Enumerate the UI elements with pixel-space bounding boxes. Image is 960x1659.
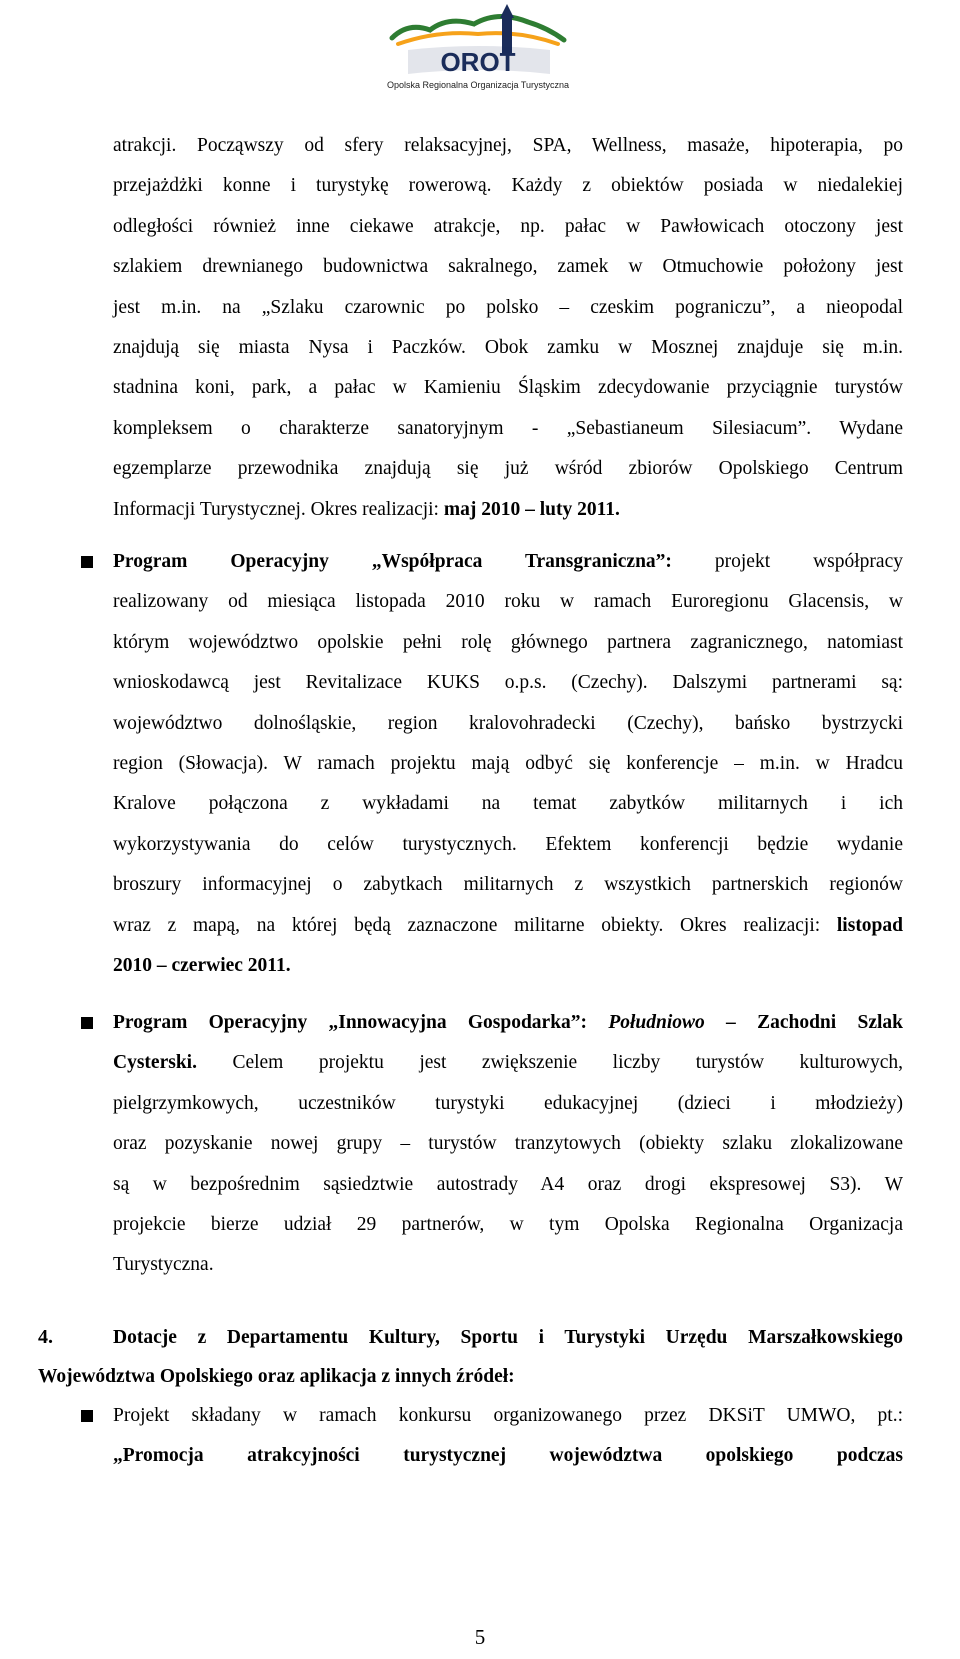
text-line: jest m.in. na „Szlaku czarownic po polsko – czeskim pograniczu”, a nieopodal bbox=[113, 296, 903, 318]
section-number: 4. bbox=[38, 1326, 53, 1348]
text-line bbox=[113, 1003, 903, 1043]
text-line: województwo dolnośląskie, region kralovohradecki (Czechy), bańsko bystrzycki bbox=[113, 712, 903, 734]
text-line: Kralove połączona z wykładami na temat zabytków militarnych i ich bbox=[113, 793, 903, 815]
text-line: stadnina koni, park, a pałac w Kamieniu Śląskim zdecydowanie przyciągnie turystów bbox=[113, 377, 903, 399]
bullet-title-end: Cysterski. bbox=[113, 1052, 197, 1074]
orot-logo bbox=[378, 4, 578, 100]
logo-wordmark: OROT bbox=[440, 47, 516, 77]
section-heading-cont bbox=[38, 1357, 903, 1397]
page-number: 5 bbox=[474, 1625, 486, 1649]
text-line-part: i młodzieży) bbox=[770, 1092, 903, 1114]
bullet-square bbox=[81, 1410, 93, 1422]
text-line: odległości również inne ciekawe atrakcje, np. pałac w Pawłowicach otoczony jest bbox=[113, 215, 903, 237]
text-line: Turystyczna. bbox=[113, 1254, 214, 1276]
text-line: znajdują się miasta Nysa i Paczków. Obok zamku w Mosznej znajduje się m.in. bbox=[113, 336, 903, 358]
bullet-paragraph-innowacyjna bbox=[113, 1003, 903, 1286]
text-line: kompleksem o charakterze sanatoryjnym - „Sebastianeum Silesiacum”. Wydane bbox=[113, 417, 903, 439]
bullet-title-rest: – Zachodni Szlak bbox=[704, 1012, 903, 1033]
heading-line: Dotacje z Departamentu Kultury, Sportu i Turystyki Urzędu Marszałkowskiego bbox=[113, 1327, 903, 1348]
heading-line: Województwa Opolskiego oraz aplikacja z innych źródeł: bbox=[38, 1366, 515, 1387]
text-line: wykorzystywania do celów turystycznych. Efektem konferencji będzie wydanie bbox=[113, 833, 903, 855]
text-line: oraz pozyskanie nowej grupy – turystów tranzytowych (obiekty szlaku zlokalizowane bbox=[113, 1133, 903, 1155]
text-line: Projekt składany w ramach konkursu organizowanego przez DKSiT UMWO, pt.: bbox=[113, 1405, 903, 1426]
logo-subtitle: Opolska Regionalna Organizacja Turystyczna bbox=[386, 80, 570, 90]
text-line: broszury informacyjnej o zabytkach militarnych z wszystkich partnerskich regionów bbox=[113, 874, 903, 896]
text-line: projekcie bierze udział 29 partnerów, w tym Opolska Regionalna Organizacja bbox=[113, 1213, 903, 1235]
text-line-part: pielgrzymkowych, uczestników turystyki edukacyjnej (dzieci bbox=[113, 1092, 731, 1114]
intro-paragraph bbox=[113, 126, 903, 530]
text-line: są w bezpośrednim sąsiedztwie autostrady A4 oraz drogi ekspresowej S3). W bbox=[113, 1173, 903, 1195]
text-line bbox=[113, 1043, 903, 1083]
period-bold: maj 2010 – luty 2011. bbox=[443, 498, 620, 520]
text-line-plain: wraz z mapą, na której będą zaznaczone militarne obiekty. Okres realizacji: bbox=[113, 914, 837, 936]
bullet-title: Program Operacyjny „Współpraca Transgraniczna”: bbox=[113, 551, 672, 572]
bullet-square bbox=[81, 556, 93, 568]
text-line: przejażdżki konne i turystykę rowerową. Każdy z obiektów posiada w niedalekiej bbox=[113, 175, 903, 197]
text-line bbox=[113, 490, 903, 530]
text-line-plain: Celem projektu jest zwiększenie liczby turystów kulturowych, bbox=[196, 1052, 903, 1074]
text-line: region (Słowacja). W ramach projektu mają odbyć się konferencje – m.in. w Hradcu bbox=[113, 752, 903, 774]
text-line: egzemplarze przewodnika znajdują się już wśród zbiorów Opolskiego Centrum bbox=[113, 458, 903, 480]
text-line bbox=[113, 1084, 903, 1124]
bullet-square bbox=[81, 1017, 93, 1029]
period-bold: 2010 – czerwiec 2011. bbox=[113, 954, 291, 976]
text-line: szlakiem drewnianego budownictwa sakralnego, zamek w Otmuchowie położony jest bbox=[113, 256, 903, 278]
text-line: realizowany od miesiąca listopada 2010 roku w ramach Euroregionu Glacensis, w bbox=[113, 591, 903, 613]
bullet-title-italic: Południowo bbox=[608, 1012, 705, 1033]
text-line: atrakcji. Począwszy od sfery relaksacyjnej, SPA, Wellness, masaże, hipoterapia, po bbox=[113, 135, 903, 156]
text-line bbox=[113, 906, 903, 946]
text-line bbox=[113, 542, 903, 582]
period-bold: listopad bbox=[836, 914, 903, 936]
section-heading bbox=[113, 1318, 903, 1358]
bullet-paragraph-transgraniczna bbox=[113, 542, 903, 986]
text-line: „Promocja atrakcyjności turystycznej województwa opolskiego podczas bbox=[113, 1445, 903, 1467]
text-line: wnioskodawcą jest Revitalizace KUKS o.p.s. (Czechy). Dalszymi partnerami są: bbox=[113, 672, 903, 694]
bullet-paragraph-projekt bbox=[113, 1396, 903, 1477]
text-line-plain: projekt współpracy bbox=[671, 551, 903, 572]
text-line-plain: Informacji Turystycznej. Okres realizacji: bbox=[113, 498, 444, 520]
text-line: którym województwo opolskie pełni rolę głównego partnera zagranicznego, natomiast bbox=[113, 631, 903, 653]
bullet-title: Program Operacyjny „Innowacyjna Gospodarka”: bbox=[113, 1012, 609, 1033]
